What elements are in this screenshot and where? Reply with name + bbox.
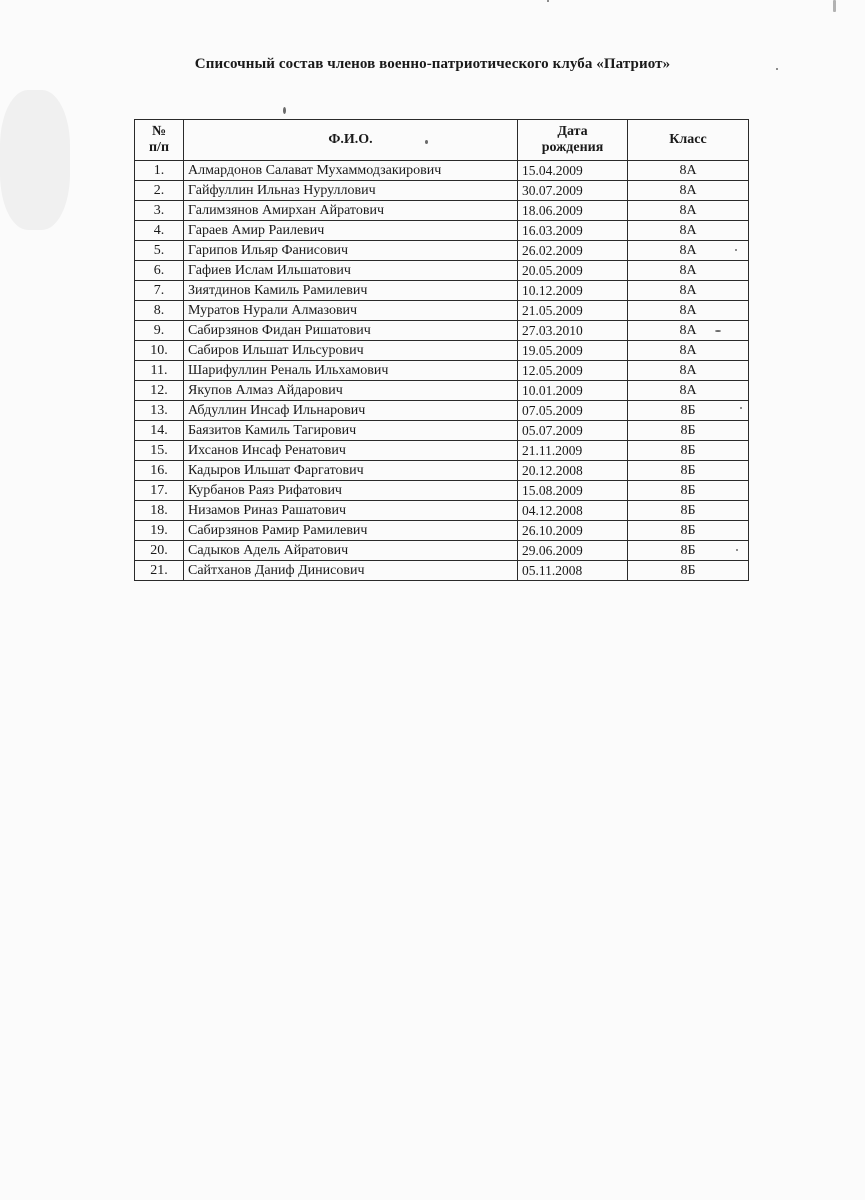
scan-speck: [776, 68, 778, 70]
row-number-cell: 13.: [135, 401, 184, 421]
birth-date-cell: 26.10.2009: [518, 521, 628, 541]
class-cell: 8Б: [628, 521, 749, 541]
header-class: [628, 120, 749, 161]
row-number-cell: 18.: [135, 501, 184, 521]
class-cell: 8А: [628, 161, 749, 181]
class-cell: 8А: [628, 341, 749, 361]
class-cell: 8А: [628, 181, 749, 201]
row-number-cell: 15.: [135, 441, 184, 461]
class-cell: 8А: [628, 201, 749, 221]
row-number-cell: 17.: [135, 481, 184, 501]
birth-date-cell: 21.11.2009: [518, 441, 628, 461]
full-name-cell: Галимзянов Амирхан Айратович: [184, 201, 518, 221]
header-date: [518, 120, 628, 161]
row-number-cell: 21.: [135, 561, 184, 581]
table-row: [135, 361, 749, 381]
full-name-cell: Гайфуллин Ильназ Нуруллович: [184, 181, 518, 201]
table-row: [135, 301, 749, 321]
full-name-cell: Баязитов Камиль Тагирович: [184, 421, 518, 441]
class-cell: 8Б: [628, 481, 749, 501]
full-name-cell: Садыков Адель Айратович: [184, 541, 518, 561]
table-row: [135, 341, 749, 361]
class-cell: 8А: [628, 221, 749, 241]
full-name-cell: Низамов Риназ Рашатович: [184, 501, 518, 521]
header-class-label: Класс: [669, 132, 707, 147]
birth-date-cell: 05.07.2009: [518, 421, 628, 441]
class-cell: 8Б: [628, 501, 749, 521]
full-name-cell: Якупов Алмаз Айдарович: [184, 381, 518, 401]
birth-date-cell: 20.05.2009: [518, 261, 628, 281]
row-number-cell: 7.: [135, 281, 184, 301]
full-name-cell: Алмардонов Салават Мухаммодзакирович: [184, 161, 518, 181]
scan-speck: [425, 140, 428, 144]
header-name-label: Ф.И.О.: [328, 132, 373, 147]
table-row: [135, 161, 749, 181]
table-row: [135, 381, 749, 401]
full-name-cell: Гараев Амир Раилевич: [184, 221, 518, 241]
scan-speck: [715, 330, 721, 332]
birth-date-cell: 16.03.2009: [518, 221, 628, 241]
class-cell: 8А: [628, 281, 749, 301]
table-row: [135, 521, 749, 541]
birth-date-cell: 21.05.2009: [518, 301, 628, 321]
table-row: [135, 541, 749, 561]
full-name-cell: Гарипов Ильяр Фанисович: [184, 241, 518, 261]
row-number-cell: 10.: [135, 341, 184, 361]
birth-date-cell: 10.12.2009: [518, 281, 628, 301]
birth-date-cell: 27.03.2010: [518, 321, 628, 341]
row-number-cell: 11.: [135, 361, 184, 381]
full-name-cell: Зиятдинов Камиль Рамилевич: [184, 281, 518, 301]
row-number-cell: 6.: [135, 261, 184, 281]
row-number-cell: 12.: [135, 381, 184, 401]
full-name-cell: Сабирзянов Фидан Ришатович: [184, 321, 518, 341]
table-row: [135, 281, 749, 301]
table-row: [135, 481, 749, 501]
birth-date-cell: 20.12.2008: [518, 461, 628, 481]
scan-speck: [740, 407, 742, 409]
row-number-cell: 19.: [135, 521, 184, 541]
class-cell: 8А: [628, 301, 749, 321]
table-row: [135, 201, 749, 221]
class-cell: 8Б: [628, 441, 749, 461]
class-cell: 8Б: [628, 461, 749, 481]
row-number-cell: 4.: [135, 221, 184, 241]
class-cell: 8Б: [628, 541, 749, 561]
document-title: Списочный состав членов военно-патриотического клуба «Патриот»: [194, 56, 671, 72]
row-number-cell: 8.: [135, 301, 184, 321]
class-cell: 8А: [628, 261, 749, 281]
table-row: [135, 421, 749, 441]
full-name-cell: Сабирзянов Рамир Рамилевич: [184, 521, 518, 541]
birth-date-cell: 04.12.2008: [518, 501, 628, 521]
table-row: [135, 241, 749, 261]
table-row: [135, 561, 749, 581]
table-row: [135, 321, 749, 341]
birth-date-cell: 10.01.2009: [518, 381, 628, 401]
birth-date-cell: 30.07.2009: [518, 181, 628, 201]
scan-speck: [283, 107, 286, 114]
class-cell: 8А: [628, 321, 749, 341]
birth-date-cell: 07.05.2009: [518, 401, 628, 421]
header-date-label: Дата рождения: [541, 124, 604, 155]
members-table: [134, 119, 749, 581]
scan-speck: [833, 0, 836, 12]
header-name: [184, 120, 518, 161]
row-number-cell: 5.: [135, 241, 184, 261]
row-number-cell: 3.: [135, 201, 184, 221]
full-name-cell: Ихсанов Инсаф Ренатович: [184, 441, 518, 461]
birth-date-cell: 15.04.2009: [518, 161, 628, 181]
header-num: [135, 120, 184, 161]
row-number-cell: 9.: [135, 321, 184, 341]
birth-date-cell: 19.05.2009: [518, 341, 628, 361]
table-row: [135, 261, 749, 281]
scan-speck: [735, 249, 737, 251]
birth-date-cell: 12.05.2009: [518, 361, 628, 381]
row-number-cell: 2.: [135, 181, 184, 201]
class-cell: 8Б: [628, 561, 749, 581]
birth-date-cell: 18.06.2009: [518, 201, 628, 221]
class-cell: 8А: [628, 381, 749, 401]
class-cell: 8А: [628, 241, 749, 261]
header-num-label: № п/п: [148, 124, 170, 155]
full-name-cell: Сайтханов Даниф Динисович: [184, 561, 518, 581]
full-name-cell: Кадыров Ильшат Фаргатович: [184, 461, 518, 481]
full-name-cell: Муратов Нурали Алмазович: [184, 301, 518, 321]
table-row: [135, 501, 749, 521]
row-number-cell: 16.: [135, 461, 184, 481]
class-cell: 8Б: [628, 401, 749, 421]
scan-speck: [547, 0, 549, 2]
table-body: [135, 161, 749, 581]
full-name-cell: Шарифуллин Реналь Ильхамович: [184, 361, 518, 381]
full-name-cell: Гафиев Ислам Ильшатович: [184, 261, 518, 281]
scan-smudge: [0, 90, 70, 230]
row-number-cell: 14.: [135, 421, 184, 441]
table-row: [135, 181, 749, 201]
table-header-row: [135, 120, 749, 161]
class-cell: 8Б: [628, 421, 749, 441]
birth-date-cell: 15.08.2009: [518, 481, 628, 501]
full-name-cell: Сабиров Ильшат Ильсурович: [184, 341, 518, 361]
full-name-cell: Абдуллин Инсаф Ильнарович: [184, 401, 518, 421]
row-number-cell: 1.: [135, 161, 184, 181]
birth-date-cell: 29.06.2009: [518, 541, 628, 561]
table-row: [135, 441, 749, 461]
table-row: [135, 461, 749, 481]
birth-date-cell: 26.02.2009: [518, 241, 628, 261]
table-row: [135, 221, 749, 241]
table-row: [135, 401, 749, 421]
full-name-cell: Курбанов Раяз Рифатович: [184, 481, 518, 501]
birth-date-cell: 05.11.2008: [518, 561, 628, 581]
class-cell: 8А: [628, 361, 749, 381]
scan-speck: [736, 549, 738, 551]
row-number-cell: 20.: [135, 541, 184, 561]
